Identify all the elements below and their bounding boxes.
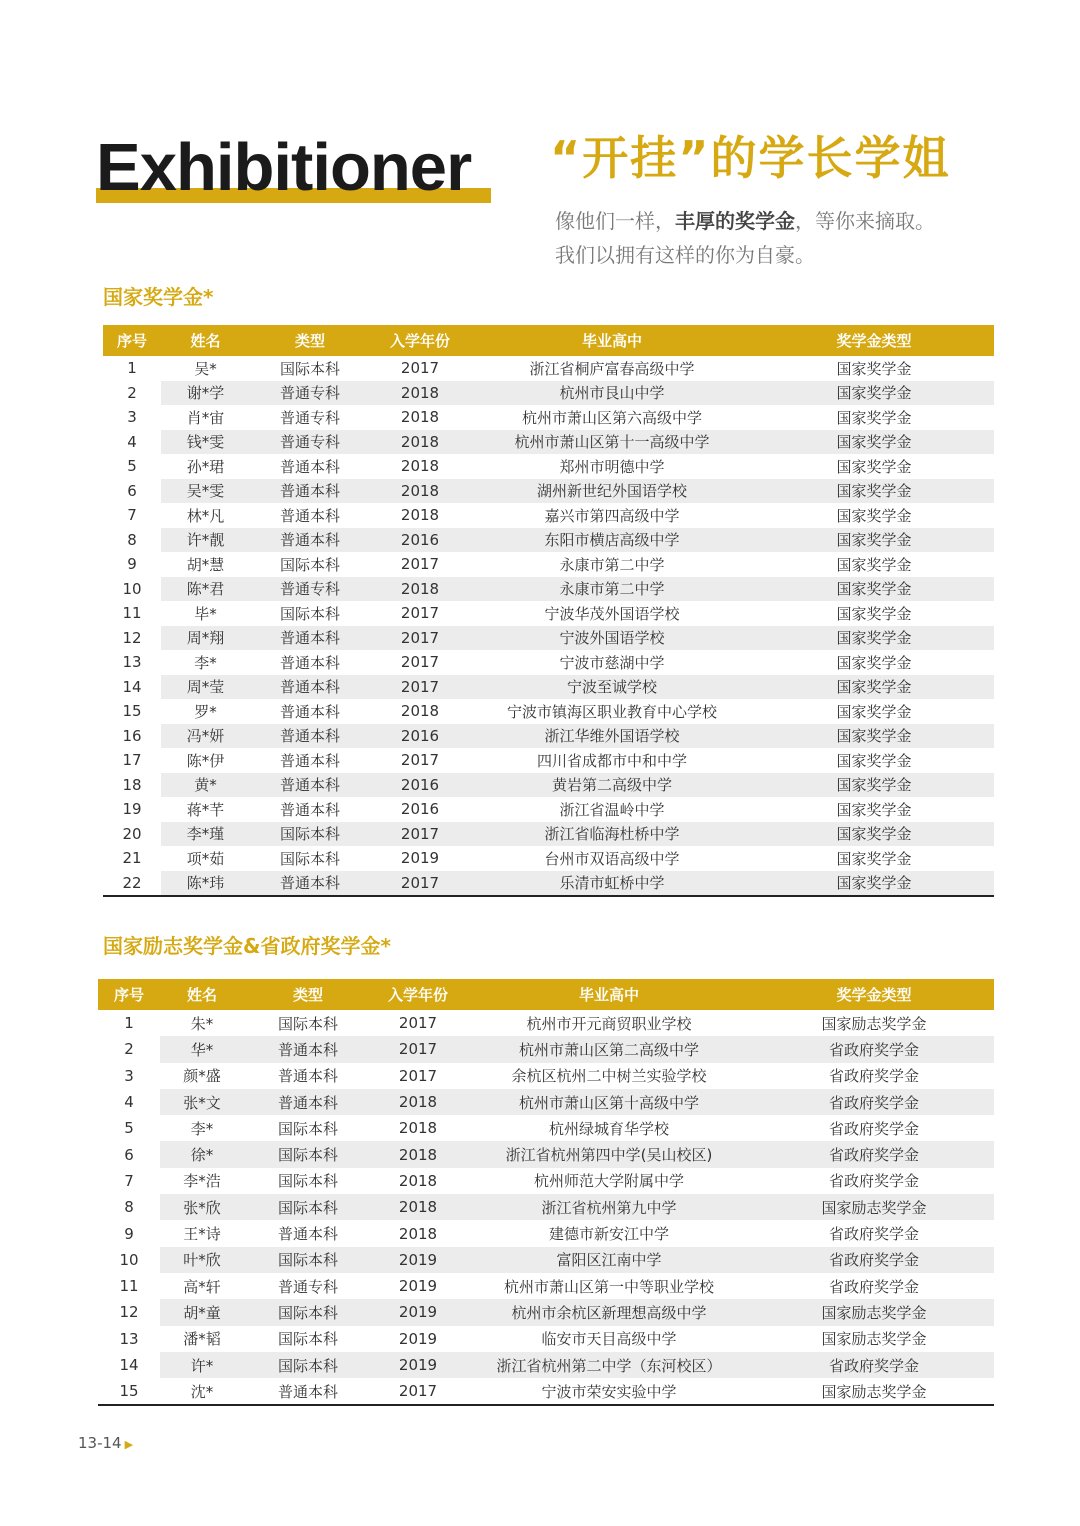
cell-col-year: 2017 [372,1378,464,1405]
cell-col-year: 2016 [370,528,470,553]
cell-col-name: 颜*盛 [183,1067,221,1086]
cell-col-scholarship: 国家奖学金 [754,528,994,553]
cell-col-index: 3 [124,1066,134,1085]
cell-col-type: 普通本科 [250,871,370,897]
cell-col-name: 李* [190,1119,214,1138]
cell-col-name: 黄* [161,773,250,798]
cell-col-type: 普通专科 [250,430,370,455]
cell-col-index: 10 [122,579,142,598]
cell-col-type: 普通本科 [279,751,340,770]
cell-col-year: 2018 [398,1171,438,1190]
cell-col-school: 临安市天目高级中学 [541,1330,677,1349]
cell-col-type: 国际本科 [279,849,340,868]
cell-col-type: 国际本科 [244,1141,372,1167]
cell-col-scholarship: 省政府奖学金 [828,1277,919,1296]
cell-col-name: 罗* [194,702,217,721]
cell-col-type: 普通专科 [279,408,340,427]
cell-col-school: 宁波市荣安实验中学 [464,1378,754,1405]
cell-col-scholarship: 国家励志奖学金 [754,1299,994,1325]
cell-col-year: 2017 [372,1036,464,1062]
cell-col-scholarship: 省政府奖学金 [754,1247,994,1273]
cell-col-school: 郑州市明德中学 [559,457,665,476]
cell-col-name: 谢*学 [161,381,250,406]
table-row [98,1063,994,1089]
table-row [103,699,994,724]
table-row [98,1194,994,1220]
cell-col-index: 8 [127,530,137,549]
cell-col-type: 国际本科 [244,1299,372,1325]
cell-col-year: 2019 [400,849,440,868]
table-row [98,1089,994,1115]
cell-col-year: 2017 [370,871,470,897]
cell-col-year: 2017 [400,604,440,623]
cell-col-index: 1 [124,1014,134,1033]
cell-col-name: 李* [194,653,217,672]
cell-col-type: 普通本科 [250,724,370,749]
header-col-school: 毕业高中 [470,325,754,356]
cell-col-index: 11 [122,604,142,623]
cell-col-scholarship: 国家励志奖学金 [821,1330,927,1349]
cell-col-type: 国际本科 [277,1119,338,1138]
cell-col-year: 2016 [400,800,440,819]
cell-col-school: 杭州市萧山区第六高级中学 [521,408,702,427]
cell-col-index: 11 [119,1277,139,1296]
table-row [98,1141,994,1167]
cell-col-index: 20 [122,824,142,843]
cell-col-index: 9 [124,1224,134,1243]
cell-col-year: 2018 [372,1141,464,1167]
cell-col-name: 张*欣 [160,1194,244,1220]
cell-col-school: 嘉兴市第四高级中学 [544,506,680,525]
cell-col-type: 国际本科 [277,1014,338,1033]
cell-col-year: 2017 [370,626,470,651]
cell-col-school: 富阳区江南中学 [464,1247,754,1273]
cell-col-type: 普通本科 [250,773,370,798]
cell-col-year: 2017 [400,751,440,770]
cell-col-school: 永康市第二中学 [470,577,754,602]
cell-col-name: 吴* [194,359,217,378]
cell-col-name: 华* [160,1036,244,1062]
cell-col-year: 2018 [372,1089,464,1115]
cell-col-type: 普通本科 [279,457,340,476]
cell-col-scholarship: 国家奖学金 [754,430,994,455]
cell-col-year: 2018 [370,381,470,406]
cell-col-type: 国际本科 [244,1247,372,1273]
cell-col-index: 21 [122,849,142,868]
triangle-right-icon: ▶ [124,1438,134,1451]
cell-col-index: 13 [119,1329,139,1348]
cell-col-year: 2017 [398,1014,438,1033]
cell-col-type: 普通本科 [277,1067,338,1086]
cell-col-scholarship: 国家奖学金 [836,653,912,672]
cell-col-name: 吴*雯 [161,479,250,504]
cell-col-name: 沈* [160,1378,244,1405]
cell-col-year: 2016 [370,773,470,798]
table-row [103,650,994,675]
tagline-line-1 [555,204,935,238]
cell-col-year: 2019 [398,1277,438,1296]
cell-col-scholarship: 国家奖学金 [754,381,994,406]
cell-col-name: 张*文 [160,1089,244,1115]
cell-col-year: 2018 [370,430,470,455]
cell-col-year: 2016 [370,724,470,749]
cell-col-index: 8 [124,1198,134,1217]
cell-col-index: 13 [122,653,142,672]
cell-col-scholarship: 国家奖学金 [754,626,994,651]
cell-col-name: 王*诗 [183,1225,221,1244]
cell-col-school: 乐清市虹桥中学 [470,871,754,897]
cell-col-school: 余杭区杭州二中树兰实验学校 [511,1067,707,1086]
cell-col-year: 2017 [370,822,470,847]
title-text: Exhibitioner [96,130,472,205]
header-col-index: 序号 [103,325,161,356]
cell-col-name: 孙*珺 [186,457,225,476]
cell-col-index: 2 [124,1040,134,1059]
cell-col-scholarship: 国家奖学金 [836,751,912,770]
cell-col-name: 李*浩 [183,1172,221,1191]
cell-col-year: 2018 [370,577,470,602]
cell-col-index: 7 [124,1171,134,1190]
table-row [103,675,994,700]
cell-col-index: 5 [124,1119,134,1138]
cell-col-year: 2018 [400,457,440,476]
header-col-year: 入学年份 [370,325,470,356]
cell-col-school: 宁波外国语学校 [470,626,754,651]
table-row [103,846,994,871]
table-row [103,724,994,749]
table-row [103,479,994,504]
cell-col-school: 浙江省杭州第九中学 [464,1194,754,1220]
cell-col-scholarship: 国家奖学金 [836,849,912,868]
cell-col-index: 3 [127,408,137,427]
table-row [103,528,994,553]
page-number: 13-14 [78,1434,122,1452]
cell-col-year: 2018 [398,1224,438,1243]
cell-col-type: 普通专科 [250,577,370,602]
encouragement-scholarship-table [98,979,994,1406]
cell-col-school: 东阳市横店高级中学 [470,528,754,553]
cell-col-scholarship: 国家奖学金 [754,675,994,700]
table-row [98,1036,994,1062]
table-row [98,1326,994,1352]
cell-col-type: 国际本科 [250,822,370,847]
cell-col-name: 陈*玮 [161,871,250,897]
cell-col-scholarship: 国家励志奖学金 [754,1378,994,1405]
cell-col-school: 浙江省杭州第二中学（东河校区） [464,1352,754,1378]
cell-col-type: 普通本科 [279,653,340,672]
table-row [103,577,994,602]
cell-col-index: 6 [124,1145,134,1164]
header-col-name: 姓名 [160,979,244,1010]
cell-col-type: 普通本科 [279,702,340,721]
cell-col-name: 许* [160,1352,244,1378]
tagline [555,204,935,272]
cell-col-year: 2018 [372,1194,464,1220]
cell-col-school: 杭州市萧山区第一中等职业学校 [503,1277,714,1296]
cell-col-type: 普通本科 [250,528,370,553]
cell-col-index: 19 [122,800,142,819]
cell-col-index: 14 [122,677,142,696]
cell-col-school: 杭州师范大学附属中学 [533,1172,684,1191]
table-row [103,748,994,773]
cell-col-school: 浙江省桐庐富春高级中学 [529,359,695,378]
cell-col-type: 普通本科 [277,1225,338,1244]
header-col-scholarship: 奖学金类型 [754,325,994,356]
table-row [103,601,994,626]
table-row [103,871,994,897]
cell-col-year: 2018 [400,408,440,427]
cell-col-name: 陈*伊 [186,751,225,770]
cell-col-index: 4 [127,432,137,451]
cell-col-type: 普通本科 [250,626,370,651]
header-col-index: 序号 [98,979,160,1010]
table-row [98,1010,994,1036]
table-header-row [103,325,994,356]
cell-col-scholarship: 国家奖学金 [836,702,912,721]
table-row [98,1168,994,1194]
cell-col-scholarship: 省政府奖学金 [754,1089,994,1115]
cell-col-school: 杭州绿城育华学校 [548,1119,669,1138]
cell-col-name: 毕* [194,604,217,623]
cell-col-year: 2019 [372,1299,464,1325]
cell-col-index: 2 [127,383,137,402]
table-row [103,773,994,798]
page-title [96,128,496,208]
cell-col-type: 国际本科 [277,1330,338,1349]
header-col-type: 类型 [250,325,370,356]
cell-col-scholarship: 国家奖学金 [836,800,912,819]
cell-col-type: 普通本科 [250,675,370,700]
cell-col-name: 周*莹 [161,675,250,700]
cell-col-name: 钱*雯 [161,430,250,455]
cell-col-school: 宁波至诚学校 [470,675,754,700]
cell-col-name: 叶*欣 [160,1247,244,1273]
cell-col-index: 17 [122,751,142,770]
table-row [98,1115,994,1141]
cell-col-name: 朱* [190,1014,214,1033]
cell-col-scholarship: 国家奖学金 [754,871,994,897]
header-col-year: 入学年份 [372,979,464,1010]
table-row [98,1220,994,1246]
cell-col-scholarship: 国家奖学金 [754,577,994,602]
table-row [103,454,994,479]
cell-col-type: 普通专科 [250,381,370,406]
cell-col-year: 2017 [370,675,470,700]
table-row [98,1273,994,1299]
cell-col-year: 2017 [400,555,440,574]
cell-col-type: 国际本科 [244,1352,372,1378]
cell-col-index: 14 [119,1356,139,1374]
cell-col-school: 台州市双语高级中学 [544,849,680,868]
tagline-line-2: 我们以拥有这样的你为自豪。 [555,243,815,267]
cell-col-school: 永康市第二中学 [559,555,665,574]
cell-col-type: 国际本科 [279,359,340,378]
cell-col-name: 高*轩 [183,1277,221,1296]
cell-col-school: 宁波华茂外国语学校 [544,604,680,623]
cell-col-type: 国际本科 [279,555,340,574]
cell-col-name: 蒋*芊 [186,800,225,819]
cell-col-index: 18 [122,775,142,794]
cell-col-name: 李*瑾 [161,822,250,847]
cell-col-school: 黄岩第二高级中学 [470,773,754,798]
tagline-pre: 像他们一样， [555,209,675,233]
cell-col-year: 2019 [398,1329,438,1348]
cell-col-school: 杭州市萧山区第二高级中学 [464,1036,754,1062]
cell-col-type: 普通本科 [244,1089,372,1115]
table-row [103,405,994,430]
cell-col-scholarship: 省政府奖学金 [828,1119,919,1138]
cell-col-index: 4 [124,1093,134,1112]
cell-col-name: 周*翔 [161,626,250,651]
cell-col-school: 宁波市慈湖中学 [559,653,665,672]
tagline-bold: 丰厚的奖学金 [675,209,795,233]
table-row [98,1299,994,1325]
cell-col-school: 杭州市萧山区第十高级中学 [464,1089,754,1115]
cell-col-index: 5 [127,457,137,476]
table-row [98,1247,994,1273]
table-row [98,1352,994,1378]
cell-col-scholarship: 国家奖学金 [754,724,994,749]
cell-col-year: 2017 [398,1066,438,1085]
cell-col-school: 杭州市萧山区第十一高级中学 [470,430,754,455]
cell-col-school: 宁波市镇海区职业教育中心学校 [506,702,717,721]
cell-col-index: 1 [127,359,137,378]
cell-col-index: 22 [103,871,161,897]
cell-col-name: 项*茹 [186,849,225,868]
cell-col-index: 16 [122,726,142,745]
cell-col-type: 普通本科 [279,506,340,525]
cell-col-index: 6 [127,481,137,500]
cell-col-school: 浙江省温岭中学 [559,800,665,819]
cell-col-index: 10 [119,1250,139,1269]
table-row [103,503,994,528]
cell-col-school: 浙江华维外国语学校 [470,724,754,749]
cell-col-year: 2018 [400,506,440,525]
header-col-scholarship: 奖学金类型 [754,979,994,1010]
section-title-encouragement-scholarship: 国家励志奖学金&省政府奖学金* [103,934,391,958]
cell-col-name: 肖*宙 [186,408,225,427]
table-header-row [98,979,994,1010]
cell-col-type: 国际本科 [277,1172,338,1191]
cell-col-scholarship: 省政府奖学金 [754,1141,994,1167]
cell-col-year: 2017 [400,359,440,378]
cell-col-scholarship: 国家奖学金 [836,408,912,427]
cell-col-scholarship: 国家奖学金 [836,506,912,525]
table-row [98,1378,994,1405]
header-col-name: 姓名 [161,325,250,356]
cell-col-name: 陈*君 [161,577,250,602]
cell-col-school: 湖州新世纪外国语学校 [470,479,754,504]
cell-col-school: 四川省成都市中和中学 [536,751,687,770]
cell-col-school: 浙江省临海杜桥中学 [470,822,754,847]
cell-col-type: 普通本科 [250,479,370,504]
cell-col-school: 杭州市开元商贸职业学校 [526,1014,692,1033]
cell-col-name: 林*凡 [186,506,225,525]
table-row [103,626,994,651]
cell-col-year: 2019 [372,1247,464,1273]
table-row [103,797,994,822]
tagline-post: ，等你来摘取。 [795,209,935,233]
table-row [103,381,994,406]
cell-col-scholarship: 国家奖学金 [836,555,912,574]
cell-col-scholarship: 国家奖学金 [836,604,912,623]
cell-col-index: 12 [122,628,142,647]
cell-col-scholarship: 国家奖学金 [754,822,994,847]
cell-col-name: 胡*慧 [186,555,225,574]
cell-col-year: 2018 [398,1119,438,1138]
cell-col-scholarship: 省政府奖学金 [828,1225,919,1244]
slogan: “开挂”的学长学姐 [550,131,951,185]
cell-col-index: 15 [122,702,142,721]
cell-col-type: 国际本科 [279,604,340,623]
cell-col-index: 7 [127,506,137,525]
cell-col-name: 徐* [160,1141,244,1167]
cell-col-type: 普通本科 [279,800,340,819]
header-col-type: 类型 [244,979,372,1010]
cell-col-type: 国际本科 [244,1194,372,1220]
cell-col-scholarship: 国家奖学金 [754,773,994,798]
cell-col-type: 普通专科 [277,1277,338,1296]
page-footer [78,1434,133,1452]
cell-col-school: 杭州市余杭区新理想高级中学 [464,1299,754,1325]
cell-col-year: 2017 [400,653,440,672]
cell-col-scholarship: 国家奖学金 [754,479,994,504]
table-row [103,552,994,577]
cell-col-name: 潘*韬 [183,1330,221,1349]
cell-col-index: 9 [127,555,137,574]
cell-col-scholarship: 省政府奖学金 [754,1036,994,1062]
cell-col-name: 胡*童 [160,1299,244,1325]
cell-col-scholarship: 国家奖学金 [836,359,912,378]
table-row [103,822,994,847]
cell-col-type: 普通本科 [244,1036,372,1062]
cell-col-school: 建德市新安江中学 [548,1225,669,1244]
cell-col-type: 普通本科 [244,1378,372,1405]
header-col-school: 毕业高中 [464,979,754,1010]
cell-col-year: 2018 [370,479,470,504]
cell-col-scholarship: 省政府奖学金 [828,1067,919,1086]
cell-col-school: 浙江省杭州第四中学(吴山校区) [464,1141,754,1167]
cell-col-scholarship: 国家奖学金 [836,457,912,476]
table-row [103,430,994,455]
cell-col-scholarship: 国家励志奖学金 [754,1194,994,1220]
cell-col-name: 许*靓 [161,528,250,553]
section-title-national-scholarship: 国家奖学金* [103,285,214,309]
cell-col-scholarship: 国家励志奖学金 [821,1014,927,1033]
cell-col-year: 2018 [400,702,440,721]
national-scholarship-table [103,325,994,897]
cell-col-scholarship: 省政府奖学金 [828,1172,919,1191]
cell-col-name: 冯*妍 [161,724,250,749]
table-row [103,356,994,381]
cell-col-index: 12 [119,1303,139,1322]
cell-col-year: 2019 [372,1352,464,1378]
cell-col-scholarship: 省政府奖学金 [754,1352,994,1378]
cell-col-school: 杭州市艮山中学 [470,381,754,406]
cell-col-index: 15 [98,1378,160,1405]
